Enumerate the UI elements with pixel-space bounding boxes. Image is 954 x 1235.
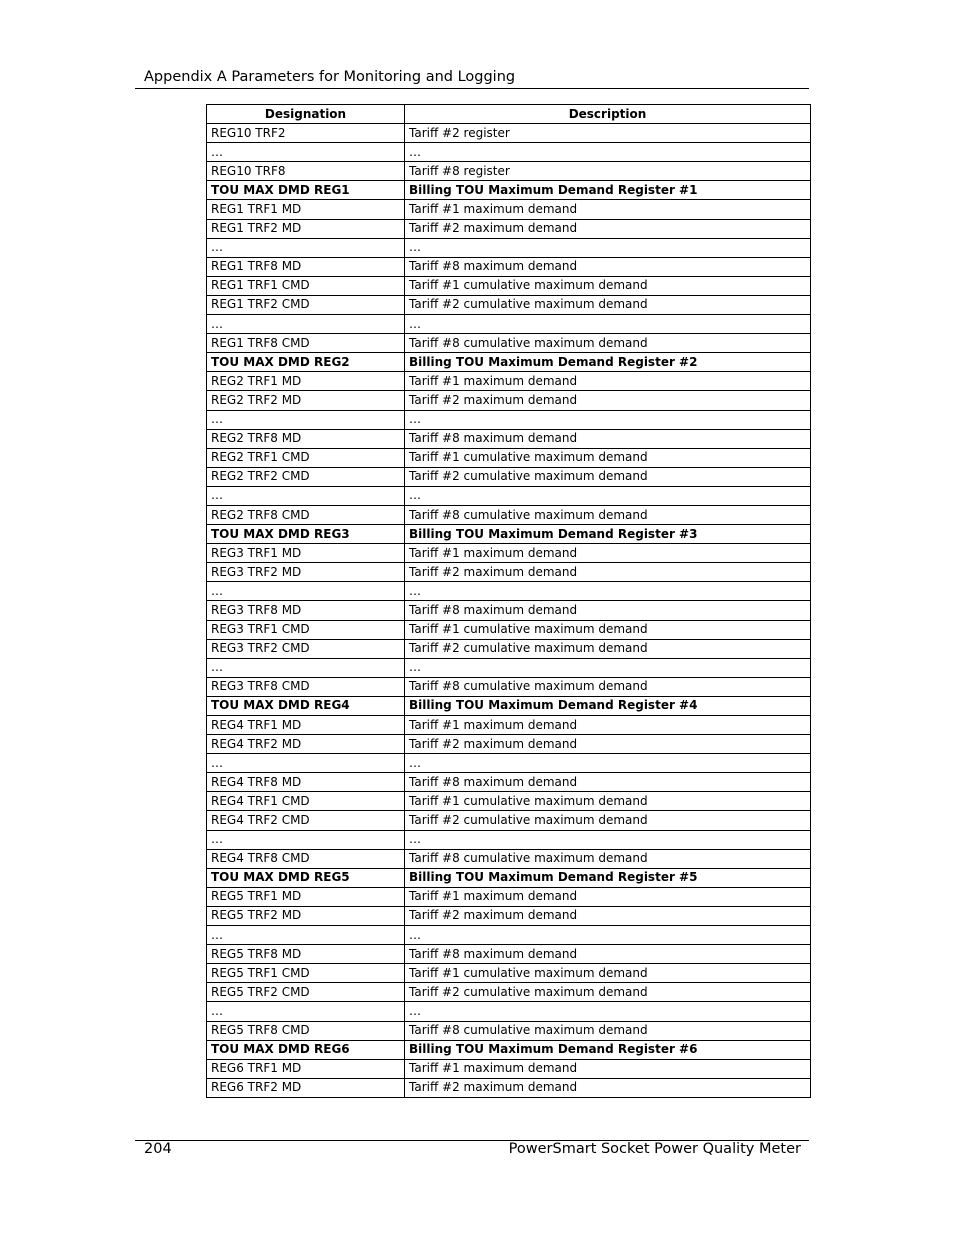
table-row — [207, 887, 811, 906]
table-row — [207, 983, 811, 1002]
page-number: 204 — [144, 1141, 172, 1157]
designation-cell: REG5 TRF2 CMD — [207, 983, 405, 1002]
designation-cell: REG2 TRF2 CMD — [207, 467, 405, 486]
designation-cell: … — [207, 754, 405, 773]
designation-cell: … — [207, 143, 405, 162]
description-cell: Billing TOU Maximum Demand Register #2 — [405, 353, 811, 372]
description-cell: Tariff #1 maximum demand — [405, 887, 811, 906]
designation-cell: REG1 TRF8 CMD — [207, 334, 405, 353]
description-cell: Billing TOU Maximum Demand Register #5 — [405, 868, 811, 887]
description-cell: Tariff #1 maximum demand — [405, 200, 811, 219]
designation-cell: TOU MAX DMD REG2 — [207, 353, 405, 372]
table-row — [207, 238, 811, 257]
table-section-row — [207, 1040, 811, 1059]
table-row — [207, 792, 811, 811]
designation-cell: REG10 TRF2 — [207, 124, 405, 143]
designation-cell: REG5 TRF8 CMD — [207, 1021, 405, 1040]
table-row — [207, 945, 811, 964]
table-row — [207, 124, 811, 143]
designation-cell: … — [207, 315, 405, 334]
designation-cell: REG4 TRF2 CMD — [207, 811, 405, 830]
designation-cell: … — [207, 486, 405, 505]
designation-cell: … — [207, 238, 405, 257]
designation-cell: TOU MAX DMD REG6 — [207, 1040, 405, 1059]
description-cell: Tariff #1 cumulative maximum demand — [405, 276, 811, 295]
designation-cell: REG3 TRF2 MD — [207, 563, 405, 582]
table-body — [207, 124, 811, 1098]
designation-cell: … — [207, 830, 405, 849]
designation-cell: REG6 TRF1 MD — [207, 1059, 405, 1078]
description-cell: … — [405, 315, 811, 334]
table-row — [207, 716, 811, 735]
table-row — [207, 773, 811, 792]
table-row — [207, 544, 811, 563]
table-row — [207, 1002, 811, 1021]
description-cell: Billing TOU Maximum Demand Register #6 — [405, 1040, 811, 1059]
description-cell: Tariff #8 maximum demand — [405, 429, 811, 448]
description-cell: Tariff #8 maximum demand — [405, 257, 811, 276]
description-cell: Tariff #2 maximum demand — [405, 1078, 811, 1097]
designation-cell: REG3 TRF1 CMD — [207, 620, 405, 639]
designation-cell: REG5 TRF8 MD — [207, 945, 405, 964]
table-row — [207, 639, 811, 658]
description-cell: Tariff #1 maximum demand — [405, 372, 811, 391]
table-row — [207, 1059, 811, 1078]
description-cell: … — [405, 926, 811, 945]
table-section-row — [207, 353, 811, 372]
description-cell: … — [405, 238, 811, 257]
designation-cell: REG1 TRF1 MD — [207, 200, 405, 219]
designation-cell: TOU MAX DMD REG5 — [207, 868, 405, 887]
designation-cell: TOU MAX DMD REG4 — [207, 696, 405, 715]
designation-cell: REG5 TRF1 MD — [207, 887, 405, 906]
description-cell: Tariff #2 maximum demand — [405, 219, 811, 238]
table-row — [207, 448, 811, 467]
column-header-description: Description — [405, 105, 811, 124]
table-row — [207, 964, 811, 983]
table-row — [207, 735, 811, 754]
description-cell: … — [405, 658, 811, 677]
table-row — [207, 162, 811, 181]
table-row — [207, 315, 811, 334]
table-section-row — [207, 525, 811, 544]
description-cell: Billing TOU Maximum Demand Register #1 — [405, 181, 811, 200]
table-row — [207, 582, 811, 601]
description-cell: … — [405, 410, 811, 429]
description-cell: Tariff #8 maximum demand — [405, 601, 811, 620]
designation-cell: REG2 TRF2 MD — [207, 391, 405, 410]
table-section-row — [207, 696, 811, 715]
table-row — [207, 257, 811, 276]
description-cell: … — [405, 143, 811, 162]
description-cell: Tariff #8 maximum demand — [405, 945, 811, 964]
table-row — [207, 143, 811, 162]
description-cell: … — [405, 830, 811, 849]
description-cell: Tariff #2 cumulative maximum demand — [405, 983, 811, 1002]
table-row — [207, 429, 811, 448]
designation-cell: … — [207, 658, 405, 677]
designation-cell: REG1 TRF8 MD — [207, 257, 405, 276]
description-cell: Tariff #8 cumulative maximum demand — [405, 677, 811, 696]
description-cell: Tariff #8 cumulative maximum demand — [405, 849, 811, 868]
designation-cell: REG1 TRF2 MD — [207, 219, 405, 238]
designation-cell: REG3 TRF8 MD — [207, 601, 405, 620]
description-cell: Tariff #1 maximum demand — [405, 716, 811, 735]
description-cell: Tariff #2 maximum demand — [405, 563, 811, 582]
description-cell: Tariff #8 maximum demand — [405, 773, 811, 792]
table-row — [207, 276, 811, 295]
designation-cell: REG5 TRF2 MD — [207, 906, 405, 925]
table-row — [207, 601, 811, 620]
description-cell: Billing TOU Maximum Demand Register #4 — [405, 696, 811, 715]
description-cell: Tariff #2 cumulative maximum demand — [405, 467, 811, 486]
description-cell: Tariff #1 maximum demand — [405, 1059, 811, 1078]
description-cell: Tariff #2 cumulative maximum demand — [405, 295, 811, 314]
designation-cell: REG1 TRF2 CMD — [207, 295, 405, 314]
description-cell: Tariff #8 cumulative maximum demand — [405, 505, 811, 524]
designation-cell: REG10 TRF8 — [207, 162, 405, 181]
table-row — [207, 658, 811, 677]
designation-cell: REG4 TRF2 MD — [207, 735, 405, 754]
table-row — [207, 372, 811, 391]
description-cell: Tariff #1 maximum demand — [405, 544, 811, 563]
designation-cell: … — [207, 1002, 405, 1021]
designation-cell: … — [207, 410, 405, 429]
footer-product-name: PowerSmart Socket Power Quality Meter — [508, 1141, 801, 1157]
description-cell: Tariff #2 maximum demand — [405, 906, 811, 925]
description-cell: Tariff #2 cumulative maximum demand — [405, 639, 811, 658]
designation-cell: REG3 TRF2 CMD — [207, 639, 405, 658]
designation-cell: REG2 TRF1 CMD — [207, 448, 405, 467]
designation-cell: TOU MAX DMD REG1 — [207, 181, 405, 200]
designation-cell: … — [207, 926, 405, 945]
description-cell: Tariff #1 cumulative maximum demand — [405, 620, 811, 639]
designation-cell: REG2 TRF8 MD — [207, 429, 405, 448]
description-cell: … — [405, 582, 811, 601]
designation-cell: REG3 TRF8 CMD — [207, 677, 405, 696]
description-cell: Tariff #2 maximum demand — [405, 391, 811, 410]
table-row — [207, 677, 811, 696]
table-row — [207, 906, 811, 925]
parameters-table — [206, 104, 811, 1098]
header-divider — [135, 88, 809, 89]
description-cell: Tariff #8 register — [405, 162, 811, 181]
table-row — [207, 620, 811, 639]
description-cell: Tariff #2 maximum demand — [405, 735, 811, 754]
table-row — [207, 295, 811, 314]
description-cell: … — [405, 486, 811, 505]
table-section-row — [207, 868, 811, 887]
designation-cell: REG4 TRF1 MD — [207, 716, 405, 735]
table-row — [207, 811, 811, 830]
table-row — [207, 410, 811, 429]
page-header-title: Appendix A Parameters for Monitoring and Logging — [144, 69, 516, 85]
designation-cell: REG2 TRF8 CMD — [207, 505, 405, 524]
table-row — [207, 486, 811, 505]
designation-cell: REG2 TRF1 MD — [207, 372, 405, 391]
description-cell: … — [405, 1002, 811, 1021]
table-row — [207, 849, 811, 868]
designation-cell: REG6 TRF2 MD — [207, 1078, 405, 1097]
designation-cell: REG1 TRF1 CMD — [207, 276, 405, 295]
description-cell: Billing TOU Maximum Demand Register #3 — [405, 525, 811, 544]
designation-cell: REG5 TRF1 CMD — [207, 964, 405, 983]
description-cell: Tariff #1 cumulative maximum demand — [405, 792, 811, 811]
table-row — [207, 1078, 811, 1097]
description-cell: … — [405, 754, 811, 773]
table-row — [207, 467, 811, 486]
designation-cell: TOU MAX DMD REG3 — [207, 525, 405, 544]
designation-cell: REG4 TRF1 CMD — [207, 792, 405, 811]
table-row — [207, 219, 811, 238]
table-row — [207, 1021, 811, 1040]
table-row — [207, 391, 811, 410]
description-cell: Tariff #1 cumulative maximum demand — [405, 448, 811, 467]
table-row — [207, 926, 811, 945]
table-row — [207, 830, 811, 849]
description-cell: Tariff #2 cumulative maximum demand — [405, 811, 811, 830]
description-cell: Tariff #2 register — [405, 124, 811, 143]
table-row — [207, 754, 811, 773]
description-cell: Tariff #8 cumulative maximum demand — [405, 334, 811, 353]
table-header-row — [207, 105, 811, 124]
description-cell: Tariff #8 cumulative maximum demand — [405, 1021, 811, 1040]
table-row — [207, 334, 811, 353]
description-cell: Tariff #1 cumulative maximum demand — [405, 964, 811, 983]
designation-cell: REG4 TRF8 MD — [207, 773, 405, 792]
table-row — [207, 563, 811, 582]
column-header-designation: Designation — [207, 105, 405, 124]
table-row — [207, 200, 811, 219]
designation-cell: REG4 TRF8 CMD — [207, 849, 405, 868]
designation-cell: … — [207, 582, 405, 601]
designation-cell: REG3 TRF1 MD — [207, 544, 405, 563]
table-row — [207, 505, 811, 524]
table-section-row — [207, 181, 811, 200]
